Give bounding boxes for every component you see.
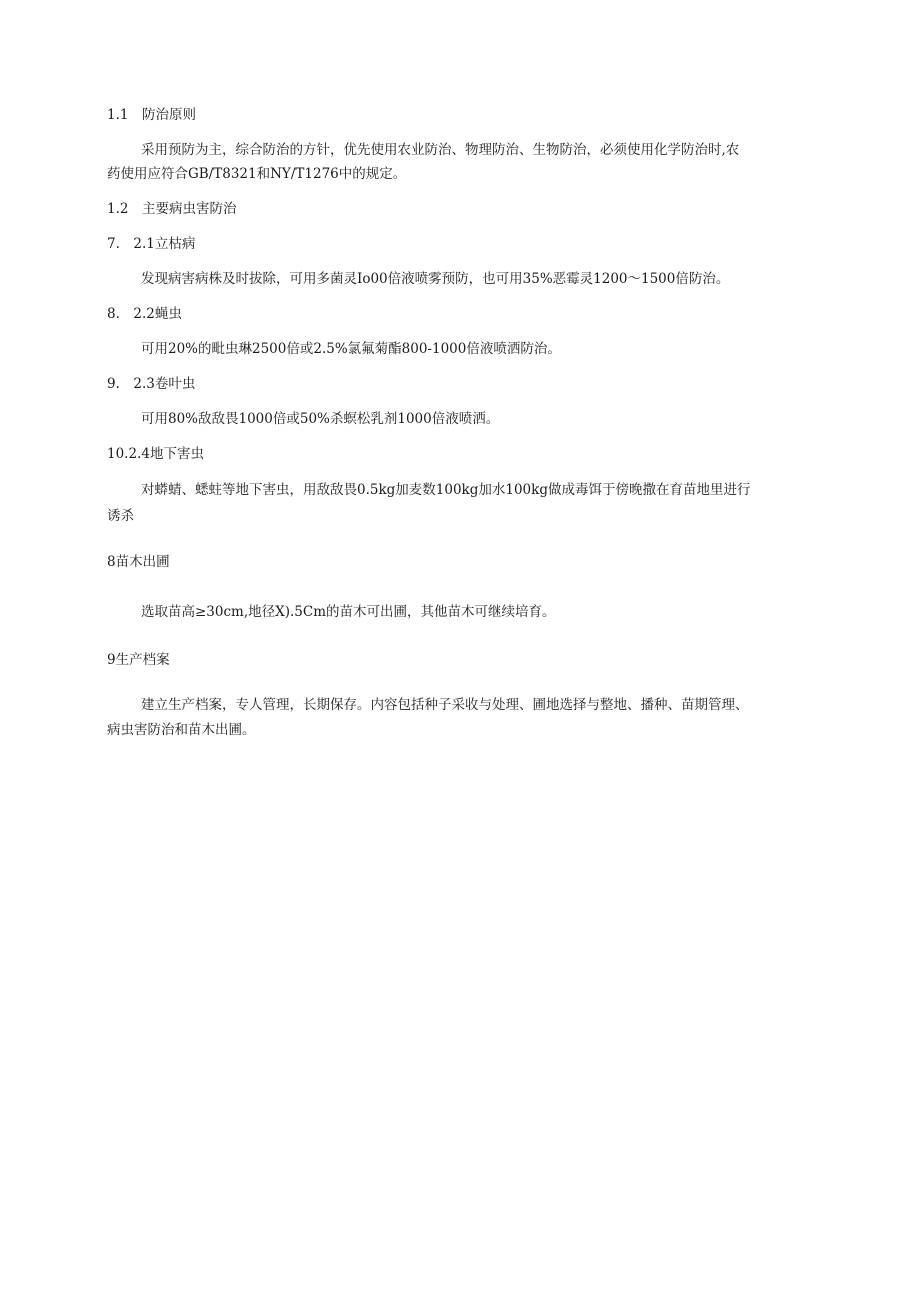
paragraph-production-records-line2: 病虫害防治和苗木出圃。 — [107, 722, 256, 738]
section-heading-leaf-roller: 9. 2.3卷叶虫 — [107, 376, 196, 392]
paragraph-production-records-line1: 建立生产档案，专人管理，长期保存。内容包括种子采收与处理、圃地选择与整地、播种、苗期管理、 — [141, 697, 749, 713]
paragraph-prevention-line2: 药使用应符合GB/T8321和NY/T1276中的规定。 — [107, 166, 407, 182]
section-heading-prevention-principle: 1.1 防治原则 — [107, 107, 196, 123]
section-heading-production-records: 9生产档案 — [107, 652, 170, 668]
section-heading-nursery-out: 8苗木出圃 — [107, 554, 170, 570]
section-heading-aphid: 8. 2.2蝇虫 — [107, 306, 182, 322]
paragraph-aphid: 可用20%的毗虫琳2500倍或2.5%氯氟菊酯800-1000倍液喷洒防治。 — [141, 341, 561, 357]
section-heading-soil-pests: 10.2.4地下害虫 — [107, 446, 204, 462]
paragraph-leaf-roller: 可用80%敌敌畏1000倍或50%杀螟松乳剂1000倍液喷洒。 — [141, 411, 500, 427]
paragraph-soil-pests-line1: 对蟒蜻、蟋蛀等地下害虫，用敌敌畏0.5kg加麦数100kg加水100kg做成毒饵于傍晚撒在育苗地里进行 — [141, 482, 751, 498]
section-heading-main-pests: 1.2 主要病虫害防治 — [107, 201, 237, 217]
section-heading-damping-off: 7. 2.1立枯病 — [107, 236, 196, 252]
paragraph-nursery-out: 选取苗高≥30cm,地径X).5Cm的苗木可出圃，其他苗木可继续培育。 — [141, 604, 556, 620]
paragraph-soil-pests-line2: 诱杀 — [107, 508, 134, 524]
paragraph-prevention-line1: 采用预防为主，综合防治的方针，优先使用农业防治、物理防治、生物防治，必须使用化学防治时,农 — [141, 142, 740, 158]
paragraph-damping-off: 发现病害病株及时拔除，可用多菌灵Io00倍液喷雾预防，也可用35%恶霉灵1200～1500倍防治。 — [141, 271, 730, 287]
